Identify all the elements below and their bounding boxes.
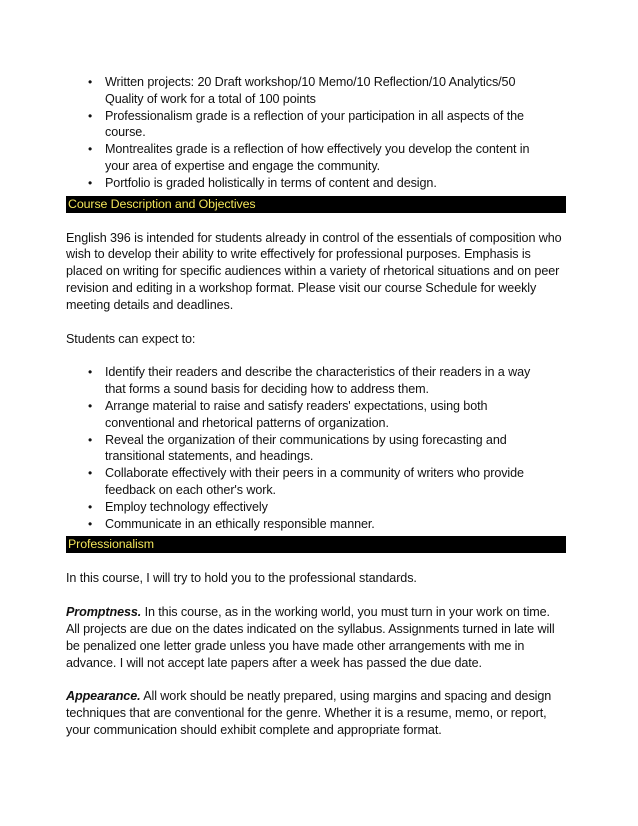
promptness-text: In this course, as in the working world, you must turn in your work on time. All projects are due on the dates indicated on the syllabus. Assignments turned in late will be penalized one letter grade unless you have made other arrangements with me in advance. I will not accept late papers after a week has passed the due date.	[66, 605, 555, 670]
appearance-text: All work should be neatly prepared, using margins and spacing and design techniques that are conventional for the genre. Whether it is a resume, memo, or report, your communication should exhibit complete and appropriate format.	[66, 689, 552, 737]
section-heading-professionalism: Professionalism	[66, 536, 566, 553]
promptness-label: Promptness.	[66, 605, 142, 620]
list-item: • Written projects: 20 Draft workshop/10 Memo/10 Reflection/10 Analytics/50 Quality of work for a total of 100 points	[88, 75, 516, 106]
grading-list	[66, 74, 566, 192]
list-item: • Communicate in an ethically responsible manner.	[88, 516, 375, 531]
document-page	[66, 74, 566, 739]
bullet-icon: •	[88, 75, 93, 89]
professionalism-intro: In this course, I will try to hold you to the professional standards.	[66, 571, 417, 586]
appearance-paragraph	[66, 688, 566, 738]
bullet-icon: •	[88, 499, 93, 514]
list-item: • Identify their readers and describe the characteristics of their readers in a way that forms a sound basis for deciding how to address them.	[88, 365, 531, 397]
list-item: • Arrange material to raise and satisfy readers' expectations, using both conventional and rhetorical patterns of organization.	[88, 398, 488, 430]
bullet-icon: •	[88, 432, 93, 447]
bullet-icon: •	[88, 365, 93, 380]
bullet-icon: •	[88, 108, 93, 123]
bullet-icon: •	[88, 466, 93, 481]
list-item: • Collaborate effectively with their peers in a community of writers who provide feedback on each other's work.	[88, 466, 524, 497]
list-item: • Professionalism grade is a reflection of your participation in all aspects of the course.	[88, 108, 524, 140]
bullet-icon: •	[88, 398, 93, 413]
list-item: • Portfolio is graded holistically in terms of content and design.	[88, 175, 437, 190]
list-item: • Employ technology effectively	[88, 499, 268, 514]
bullet-icon: •	[88, 175, 93, 190]
course-description-paragraph: English 396 is intended for students already in control of the essentials of composition who wish to develop their ability to write effectively for professional purposes. Emphasis is placed on writing for specific audiences within a variety of rhetorical situations and on peer revision and editing in a workshop format. Please visit our course Schedule for weekly meeting details and deadlines.	[66, 230, 562, 312]
section-heading-course-description: Course Description and Objectives	[66, 196, 566, 213]
objectives-list	[66, 364, 566, 532]
objectives-intro: Students can expect to:	[66, 331, 196, 346]
promptness-paragraph	[66, 604, 566, 671]
appearance-label: Appearance.	[66, 689, 141, 704]
bullet-icon: •	[88, 516, 93, 531]
bullet-icon: •	[88, 142, 93, 157]
list-item: • Reveal the organization of their communications by using forecasting and transitional statements, and headings.	[88, 432, 507, 464]
list-item: • Montrealites grade is a reflection of how effectively you develop the content in your area of expertise and engage the community.	[88, 142, 530, 173]
